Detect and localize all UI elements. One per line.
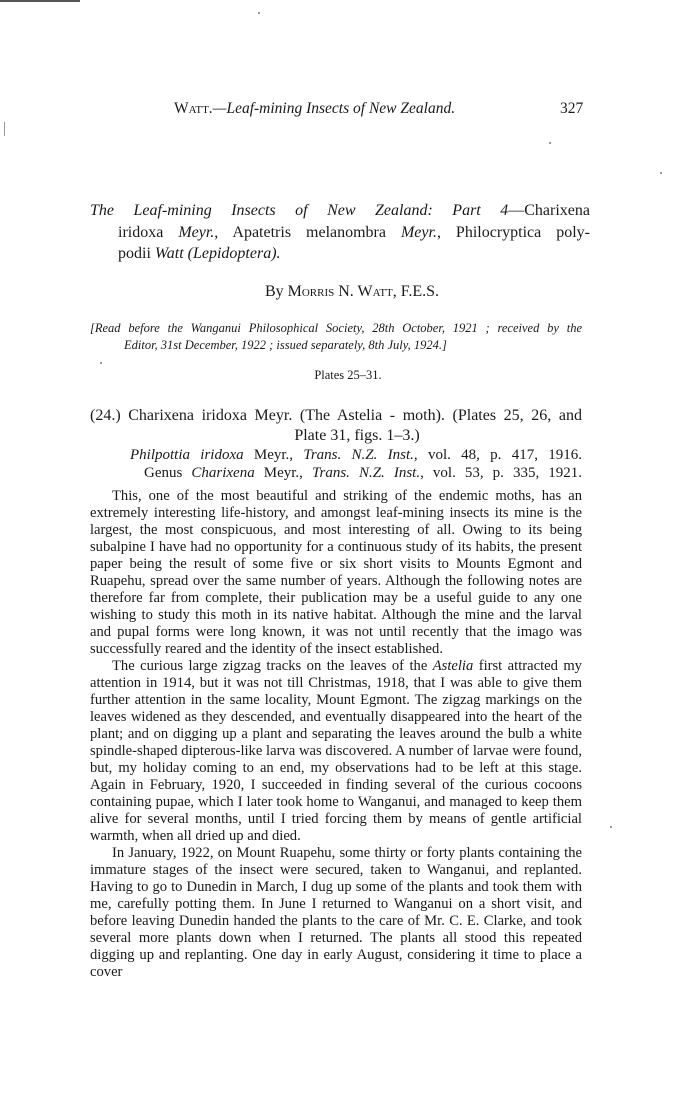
running-header xyxy=(0,100,682,124)
running-author: Watt. xyxy=(174,100,213,117)
section-heading: (24.) Charixena iridoxa Meyr. (The Astelia - moth). (Plates 25, 26, and Plate 31, figs. 1–3.) xyxy=(90,407,582,444)
reference-1: Philpottia iridoxa Meyr., Trans. N.Z. Inst., vol. 48, p. 417, 1916. xyxy=(130,447,582,463)
scan-speck xyxy=(660,172,662,174)
paragraph-2: The curious large zigzag tracks on the leaves of the Astelia first attracted my attention in 1914, but it was not till Christmas, 1918, that I was able to give them further attention in the same locality, Mount Egmont. The zigzag markings on the leaves widened as they descended, and eventually disappeared into the heart of the plant; and on digging up a plant and separating the leaves around the bulb a white spindle-shaped dipterous-like larva was discovered. A number of larvae were found, but, my holiday coming to an end, my observations had to be left at this stage. Again in February, 1920, I succeeded in finding several of the curious cocoons containing pupae, which I later took home to Wanganui, and managed to keep them alive for several months, until I tried forcing them by means of gentle artificial warmth, when all dried up and died. xyxy=(90,658,582,844)
running-title-text: —Leaf-mining Insects of New Zealand. xyxy=(212,100,456,117)
page-number: 327 xyxy=(560,100,584,117)
scan-speck xyxy=(100,362,102,364)
scan-speck xyxy=(258,12,260,14)
title-line-3: podii Watt (Lepidoptera). xyxy=(118,245,281,262)
author-byline: By Morris N. Watt, F.E.S. xyxy=(264,283,440,300)
synonymy-references xyxy=(130,446,582,482)
scan-edge-line xyxy=(0,0,80,2)
publication-note: [Read before the Wanganui Philosophical Society, 28th October, 1921 ; received by the Editor, 31st December, 1922 ; issued separately, 8th July, 1924.] xyxy=(90,321,582,352)
plates-reference: Plates 25–31. xyxy=(314,368,382,382)
author-name: Morris N. Watt xyxy=(287,283,393,300)
paragraph-1: This, one of the most beautiful and striking of the endemic moths, has an extremely interesting life-history, and amongst leaf-mining insects its mine is the largest, the most conspicuous, and most interesting of all. Owing to its being subalpine I have had no opportunity for a continuous study of its habits, the present paper being the result of some five or six short visits to Mounts Egmont and Ruapehu, spread over the same number of years. Although the following notes are therefore far from complete, their publication may be a useful guide to any one wishing to study this moth in its native habitat. Although the mine and the larval and pupal forms were long known, it was not until recently that the imago was successfully reared and the identity of the insect established. xyxy=(90,488,582,657)
title-line-2: iridoxa Meyr., Apatetris melanombra Meyr., Philocryptica poly- xyxy=(118,223,590,241)
running-title xyxy=(174,100,455,118)
title-line-1: The Leaf-mining Insects of New Zealand: Part 4—Charixena xyxy=(90,202,590,219)
paragraph-3: In January, 1922, on Mount Ruapehu, some thirty or forty plants containing the immature stages of the insect were secured, taken to Wanganui, and replanted. Having to go to Dunedin in March, I dug up some of the plants and took them with me, carefully potting them. In June I returned to Wanganui on a short visit, and before leaving Dunedin handed the plants to the care of Mr. C. E. Clarke, and took several more plants down when I returned. The plants all stood this repeated digging up and replanting. One day in early August, considering it time to place a cover xyxy=(90,845,582,980)
scan-speck xyxy=(549,142,551,144)
scan-speck xyxy=(610,826,612,828)
reference-2: Genus Charixena Meyr., Trans. N.Z. Inst., vol. 53, p. 335, 1921. xyxy=(144,465,583,481)
scan-margin-mark xyxy=(4,122,5,136)
article-title xyxy=(90,200,590,265)
body-text xyxy=(90,488,582,981)
